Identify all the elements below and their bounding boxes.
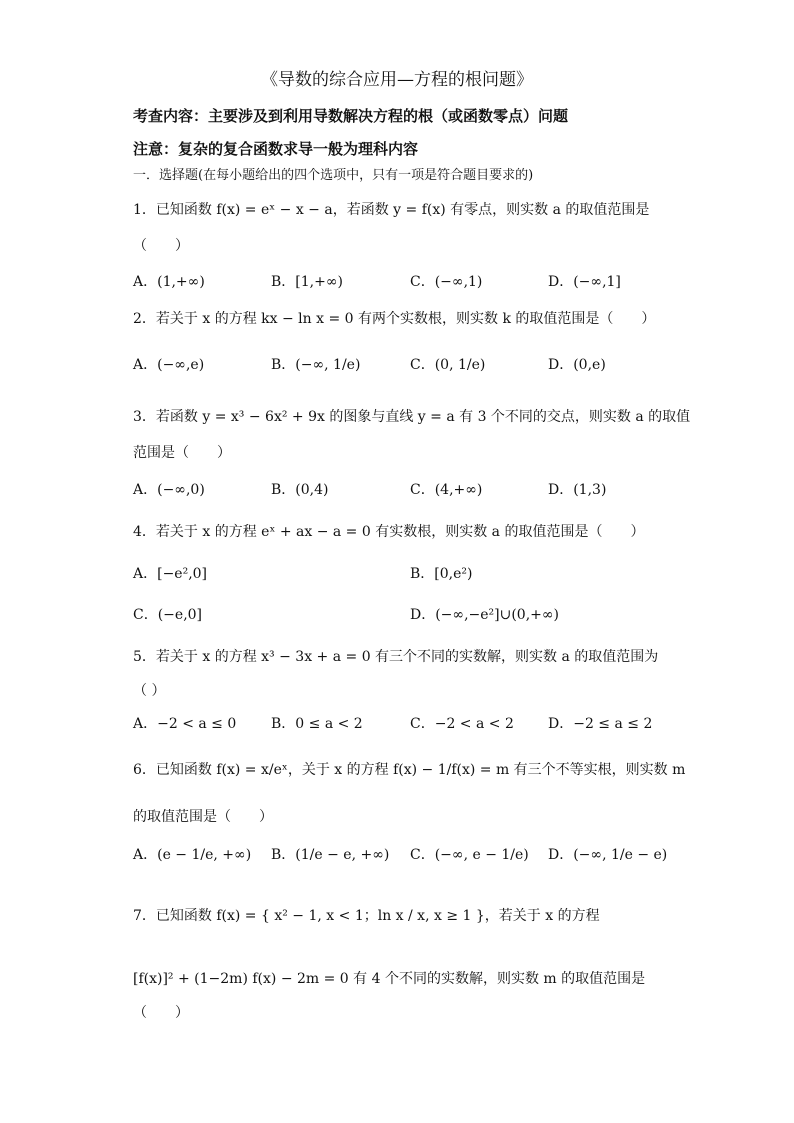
question-1-stem: 1．已知函数 f(x) = eˣ − x − a，若函数 y = f(x) 有零点，则实数 a 的取值范围是 — [133, 202, 650, 218]
question-6-stem: 6．已知函数 f(x) = x/eˣ，关于 x 的方程 f(x) − 1/f(x) = m 有三个不等实根，则实数 m — [133, 762, 686, 778]
question-7-stem-cont: [f(x)]² + (1−2m) f(x) − 2m = 0 有 4 个不同的实数解，则实数 m 的取值范围是 — [133, 971, 646, 987]
question-6-stem-cont: 的取值范围是（ ） — [133, 809, 273, 825]
question-5-option-c: C．−2 < a < 2 — [410, 716, 514, 732]
question-1-stem-cont: （ ） — [133, 238, 189, 254]
question-5-stem: 5．若关于 x 的方程 x³ − 3x + a = 0 有三个不同的实数解，则实数 a 的取值范围为 — [133, 649, 659, 665]
question-5-stem-cont: （ ） — [133, 683, 166, 699]
question-1-option-b: B．[1,+∞) — [271, 274, 343, 290]
question-4-option-c: C．(−e,0] — [133, 607, 203, 623]
question-4-stem: 4．若关于 x 的方程 eˣ + ax − a = 0 有实数根，则实数 a 的取值范围是（ ） — [133, 524, 645, 540]
question-2-option-b: B．(−∞, 1/e) — [271, 357, 361, 373]
question-4-option-b: B．[0,e²) — [410, 566, 473, 582]
question-1-option-a: A．(1,+∞) — [133, 274, 205, 290]
scope-line: 考查内容：主要涉及到利用导数解决方程的根（或函数零点）问题 — [133, 107, 569, 125]
question-5-option-b: B．0 ≤ a < 2 — [271, 716, 363, 732]
question-3-option-b: B．(0,4) — [271, 482, 329, 498]
question-2-option-a: A．(−∞,e) — [133, 357, 205, 373]
question-7-stem: 7．已知函数 f(x) = { x² − 1, x < 1；ln x / x, x ≥ 1 }，若关于 x 的方程 — [133, 908, 600, 924]
question-1-option-d: D．(−∞,1] — [548, 274, 621, 290]
question-7-stem-cont-2: （ ） — [133, 1005, 189, 1021]
question-3-option-a: A．(−∞,0) — [133, 482, 205, 498]
question-3-option-c: C．(4,+∞) — [410, 482, 483, 498]
question-5-option-a: A．−2 < a ≤ 0 — [133, 716, 237, 732]
question-3-stem: 3．若函数 y = x³ − 6x² + 9x 的图象与直线 y = a 有 3 个不同的交点，则实数 a 的取值 — [133, 409, 691, 425]
question-4-option-d: D．(−∞,−e²]∪(0,+∞) — [410, 607, 560, 623]
question-2-option-c: C．(0, 1/e) — [410, 357, 486, 373]
question-6-option-d: D．(−∞, 1/e − e) — [548, 847, 668, 863]
question-6-option-a: A．(e − 1/e, +∞) — [133, 847, 252, 863]
question-3-stem-cont: 范围是（ ） — [133, 445, 231, 461]
question-2-stem: 2．若关于 x 的方程 kx − ln x = 0 有两个实数根，则实数 k 的取值范围是（ ） — [133, 311, 656, 327]
question-4-option-a: A．[−e²,0] — [133, 566, 208, 582]
page-title: 《导数的综合应用—方程的根问题》 — [261, 70, 533, 90]
note-line: 注意：复杂的复合函数求导一般为理科内容 — [133, 140, 419, 158]
question-1-option-c: C．(−∞,1) — [410, 274, 483, 290]
question-6-option-c: C．(−∞, e − 1/e) — [410, 847, 529, 863]
question-5-option-d: D．−2 ≤ a ≤ 2 — [548, 716, 653, 732]
question-2-option-d: D．(0,e) — [548, 357, 606, 373]
question-3-option-d: D．(1,3) — [548, 482, 607, 498]
section-heading: 一．选择题(在每小题给出的四个选项中，只有一项是符合题目要求的) — [133, 168, 534, 183]
question-6-option-b: B．(1/e − e, +∞) — [271, 847, 390, 863]
